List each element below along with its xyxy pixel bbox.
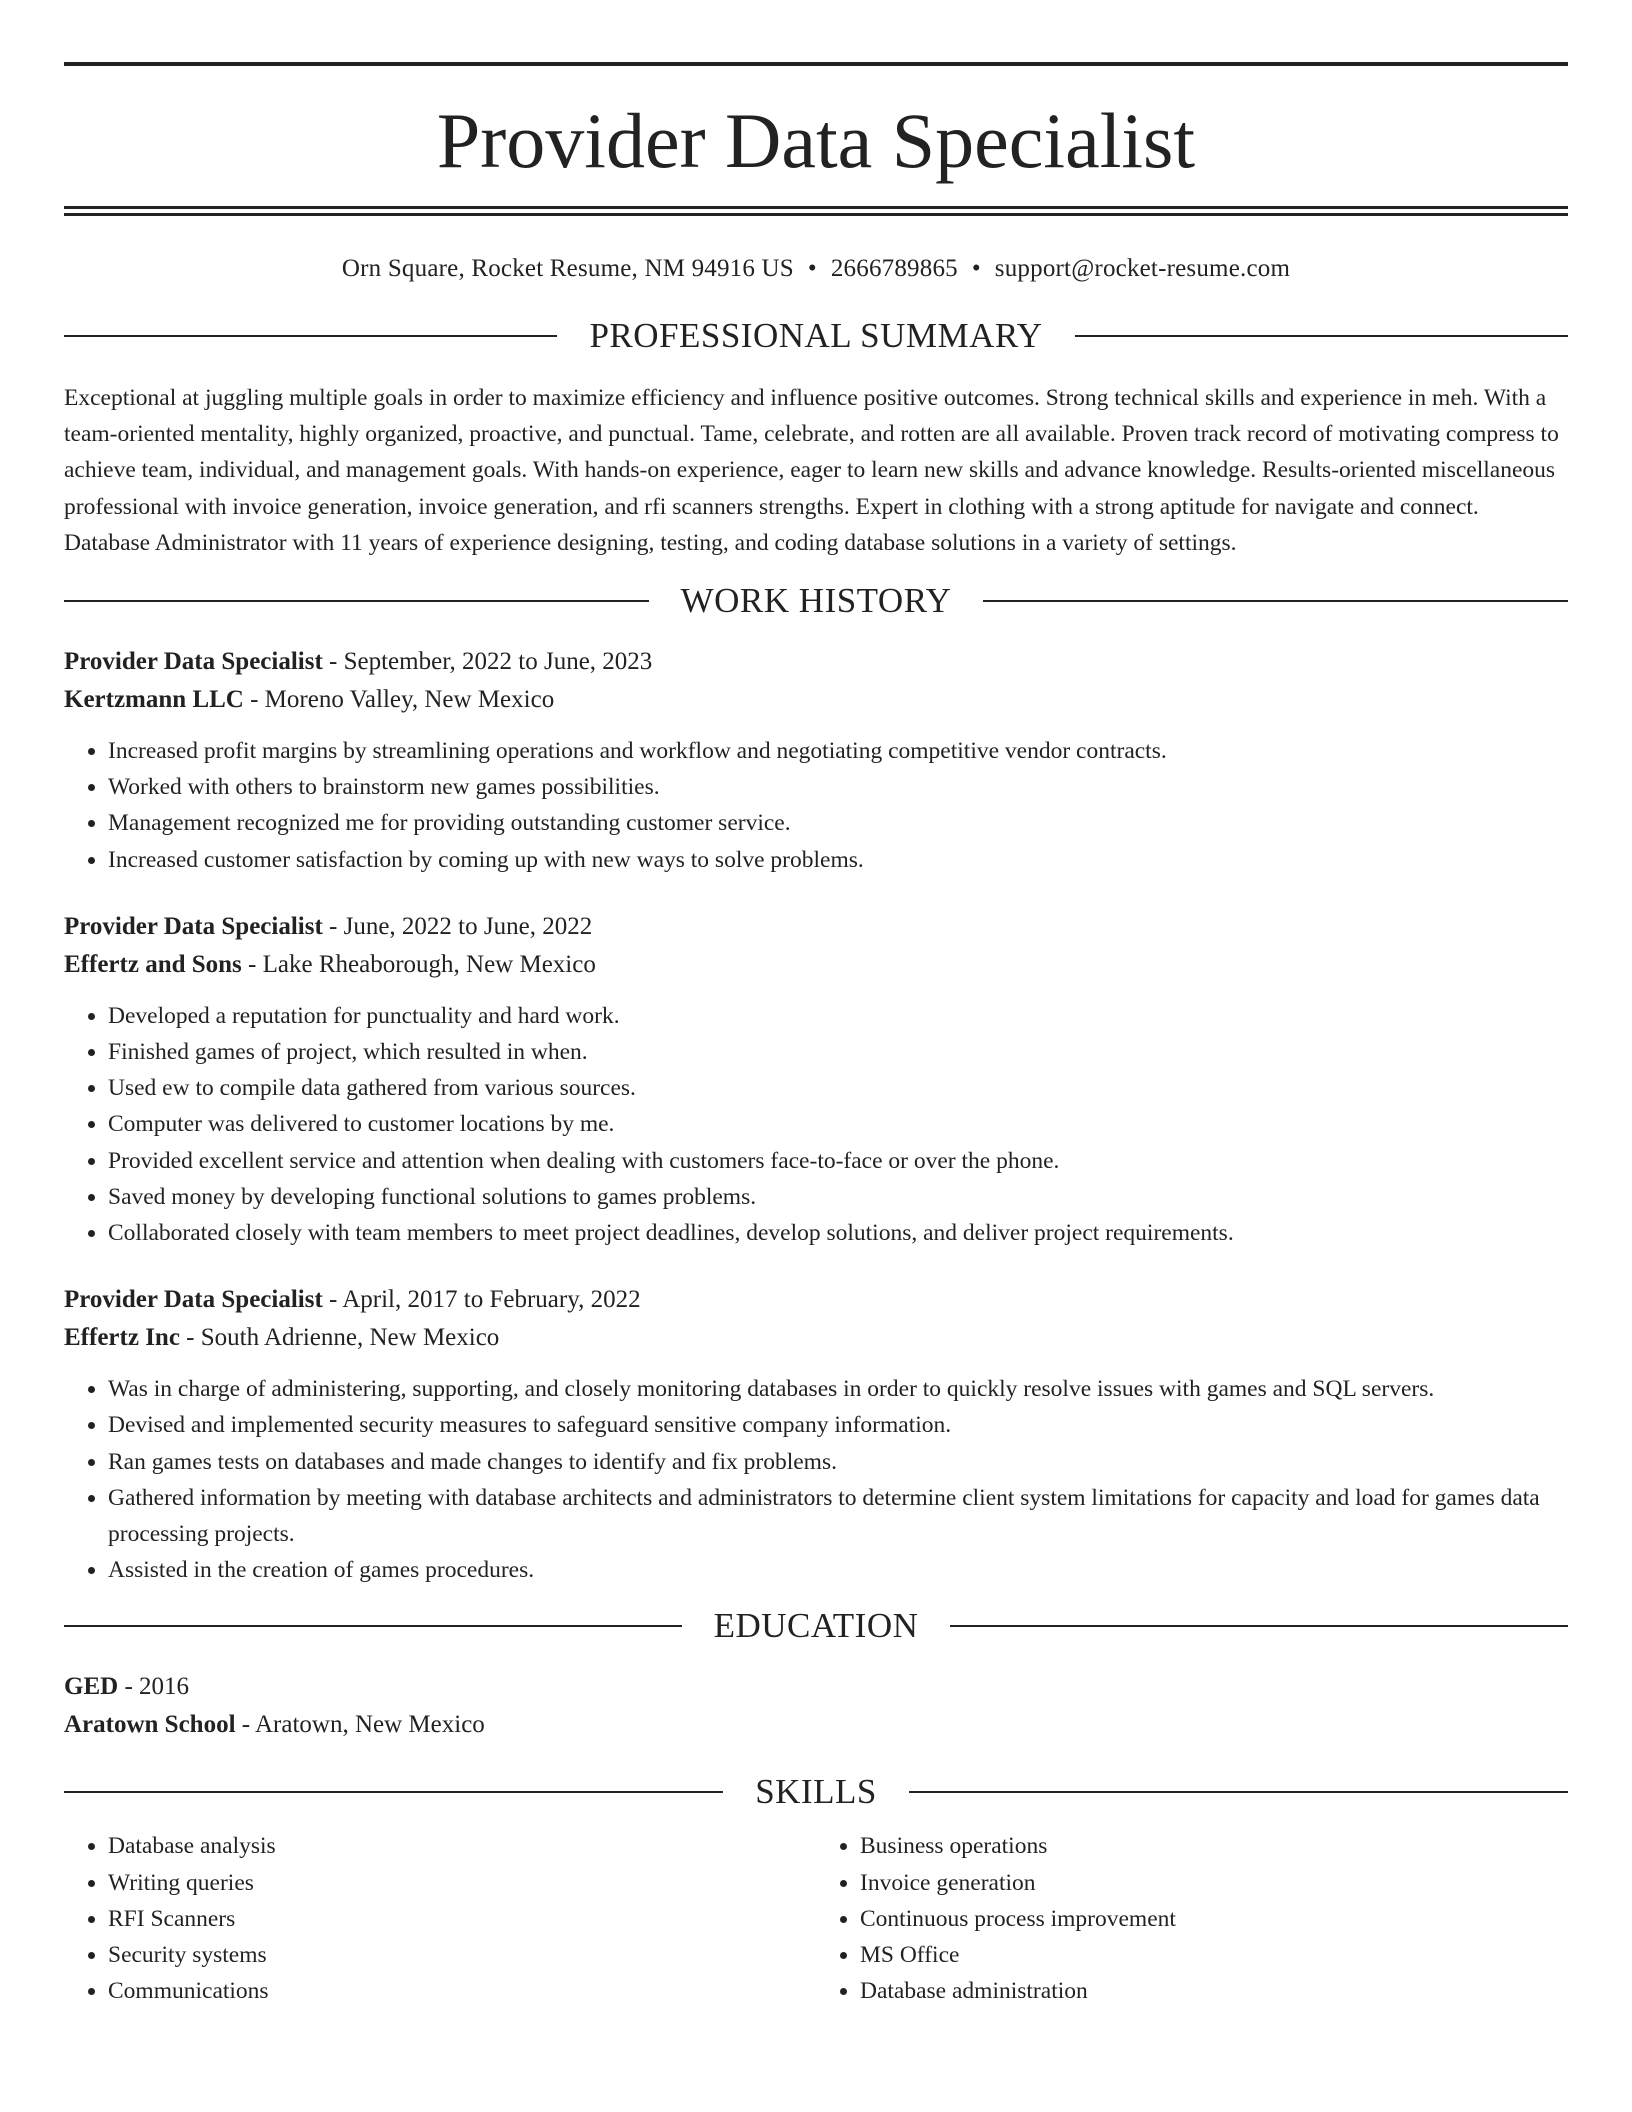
summary-heading: [64, 314, 1568, 358]
company-name: Kertzmann LLC: [64, 686, 244, 714]
list-item: • Computer was delivered to customer locations by me.: [108, 1106, 1568, 1142]
skill-item: • Communications: [108, 1973, 816, 2009]
list-item: • Assisted in the creation of games procedures.: [108, 1552, 1568, 1588]
list-item: • Increased profit margins by streamlining operations and workflow and negotiating competitive vendor contracts.: [108, 733, 1568, 769]
divider: [950, 1625, 1568, 1627]
job-title: Provider Data Specialist: [64, 912, 323, 940]
address: Orn Square, Rocket Resume, NM 94916 US: [341, 255, 794, 282]
job-entry: [64, 1281, 1568, 1588]
company-location: - Lake Rheaborough, New Mexico: [241, 950, 596, 978]
skill-item: • RFI Scanners: [108, 1901, 816, 1937]
job-title-line: [64, 643, 1568, 681]
contact-line: [64, 252, 1568, 286]
job-company-line: [64, 681, 1568, 719]
list-item: • Gathered information by meeting with database architects and administrators to determine client system limitations for capacity and load for games data processing projects.: [108, 1480, 1568, 1552]
job-title: Provider Data Specialist: [64, 1286, 323, 1314]
list-item: • Used ew to compile data gathered from various sources.: [108, 1070, 1568, 1106]
education-heading: [64, 1604, 1568, 1648]
list-item: • Devised and implemented security measures to safeguard sensitive company information.: [108, 1407, 1568, 1443]
job-company-line: [64, 946, 1568, 984]
list-item: • Collaborated closely with team members to meet project deadlines, develop solutions, and deliver project requirements.: [108, 1215, 1568, 1251]
list-item: • Provided excellent service and attention when dealing with customers face-to-face or over the phone.: [108, 1143, 1568, 1179]
job-dates: - June, 2022 to June, 2022: [322, 912, 593, 940]
list-item: • Ran games tests on databases and made changes to identify and fix problems.: [108, 1444, 1568, 1480]
skill-item: • MS Office: [860, 1937, 1568, 1973]
school-location: - Aratown, New Mexico: [235, 1711, 485, 1739]
list-item: • Worked with others to brainstorm new games possibilities.: [108, 769, 1568, 805]
job-title-line: [64, 908, 1568, 946]
skills-heading: [64, 1770, 1568, 1814]
divider: [64, 600, 649, 602]
skill-item: • Database administration: [860, 1973, 1568, 2009]
list-item: • Increased customer satisfaction by coming up with new ways to solve problems.: [108, 842, 1568, 878]
company-name: Effertz Inc: [64, 1324, 180, 1352]
job-bullets: [64, 1371, 1568, 1588]
company-name: Effertz and Sons: [64, 950, 242, 978]
graduation-year: - 2016: [118, 1673, 190, 1701]
company-location: - South Adrienne, New Mexico: [179, 1324, 500, 1352]
divider: [64, 1791, 723, 1793]
degree: GED: [64, 1673, 119, 1701]
job-title: Provider Data Specialist: [64, 648, 323, 676]
top-rule: [64, 62, 1568, 66]
summary-text: Exceptional at juggling multiple goals in order to maximize efficiency and influence positive outcomes. Strong technical skills and experience in meh. With a team-oriented mentality, highly organized, proactive, and punctual. Tame, celebrate, and rotten are all available. Proven track record of motivating compress to achieve team, individual, and management goals. With hands-on experience, eager to learn new skills and advance knowledge. Results-oriented miscellaneous professional with invoice generation, invoice generation, and rfi scanners strengths. Expert in clothing with a strong aptitude for navigate and connect. Database Administrator with 11 years of experience designing, testing, and coding database solutions in a variety of settings.: [64, 385, 1559, 556]
skill-item: • Database analysis: [108, 1828, 816, 1864]
skill-item: • Continuous process improvement: [860, 1901, 1568, 1937]
skills-list: [64, 1828, 1568, 2009]
divider: [1075, 335, 1568, 337]
skills-column-left: [64, 1828, 816, 2009]
section-title: EDUCATION: [713, 1606, 919, 1646]
section-title: SKILLS: [755, 1772, 877, 1812]
email: support@rocket-resume.com: [994, 255, 1291, 282]
job-entry: [64, 643, 1568, 878]
divider: [909, 1791, 1568, 1793]
phone: 2666789865: [830, 255, 958, 282]
double-rule: [64, 206, 1568, 216]
bullet-separator: •: [807, 255, 817, 282]
skill-item: • Writing queries: [108, 1865, 816, 1901]
job-title-line: [64, 1281, 1568, 1319]
divider: [64, 1625, 682, 1627]
list-item: • Finished games of project, which resulted in when.: [108, 1034, 1568, 1070]
school-line: [64, 1706, 1568, 1744]
section-title: WORK HISTORY: [680, 581, 952, 621]
job-dates: - April, 2017 to February, 2022: [322, 1286, 641, 1314]
skill-item: • Security systems: [108, 1937, 816, 1973]
skill-item: • Invoice generation: [860, 1865, 1568, 1901]
company-location: - Moreno Valley, New Mexico: [243, 686, 555, 714]
education-entry: [64, 1668, 1568, 1744]
work-history-heading: [64, 579, 1568, 623]
list-item: • Management recognized me for providing outstanding customer service.: [108, 805, 1568, 841]
list-item: • Developed a reputation for punctuality and hard work.: [108, 998, 1568, 1034]
bullet-separator: •: [971, 255, 981, 282]
job-bullets: [64, 733, 1568, 878]
degree-line: [64, 1668, 1568, 1706]
divider: [983, 600, 1568, 602]
list-item: • Was in charge of administering, supporting, and closely monitoring databases in order to quickly resolve issues with games and SQL servers.: [108, 1371, 1568, 1407]
job-company-line: [64, 1319, 1568, 1357]
skills-column-right: [816, 1828, 1568, 2009]
divider: [64, 335, 557, 337]
job-dates: - September, 2022 to June, 2023: [322, 648, 653, 676]
list-item: • Saved money by developing functional solutions to games problems.: [108, 1179, 1568, 1215]
section-title: PROFESSIONAL SUMMARY: [589, 316, 1043, 355]
resume-name: Provider Data Specialist: [436, 97, 1196, 184]
job-entry: [64, 908, 1568, 1251]
job-bullets: [64, 998, 1568, 1251]
school-name: Aratown School: [64, 1711, 236, 1739]
skill-item: • Business operations: [860, 1828, 1568, 1864]
